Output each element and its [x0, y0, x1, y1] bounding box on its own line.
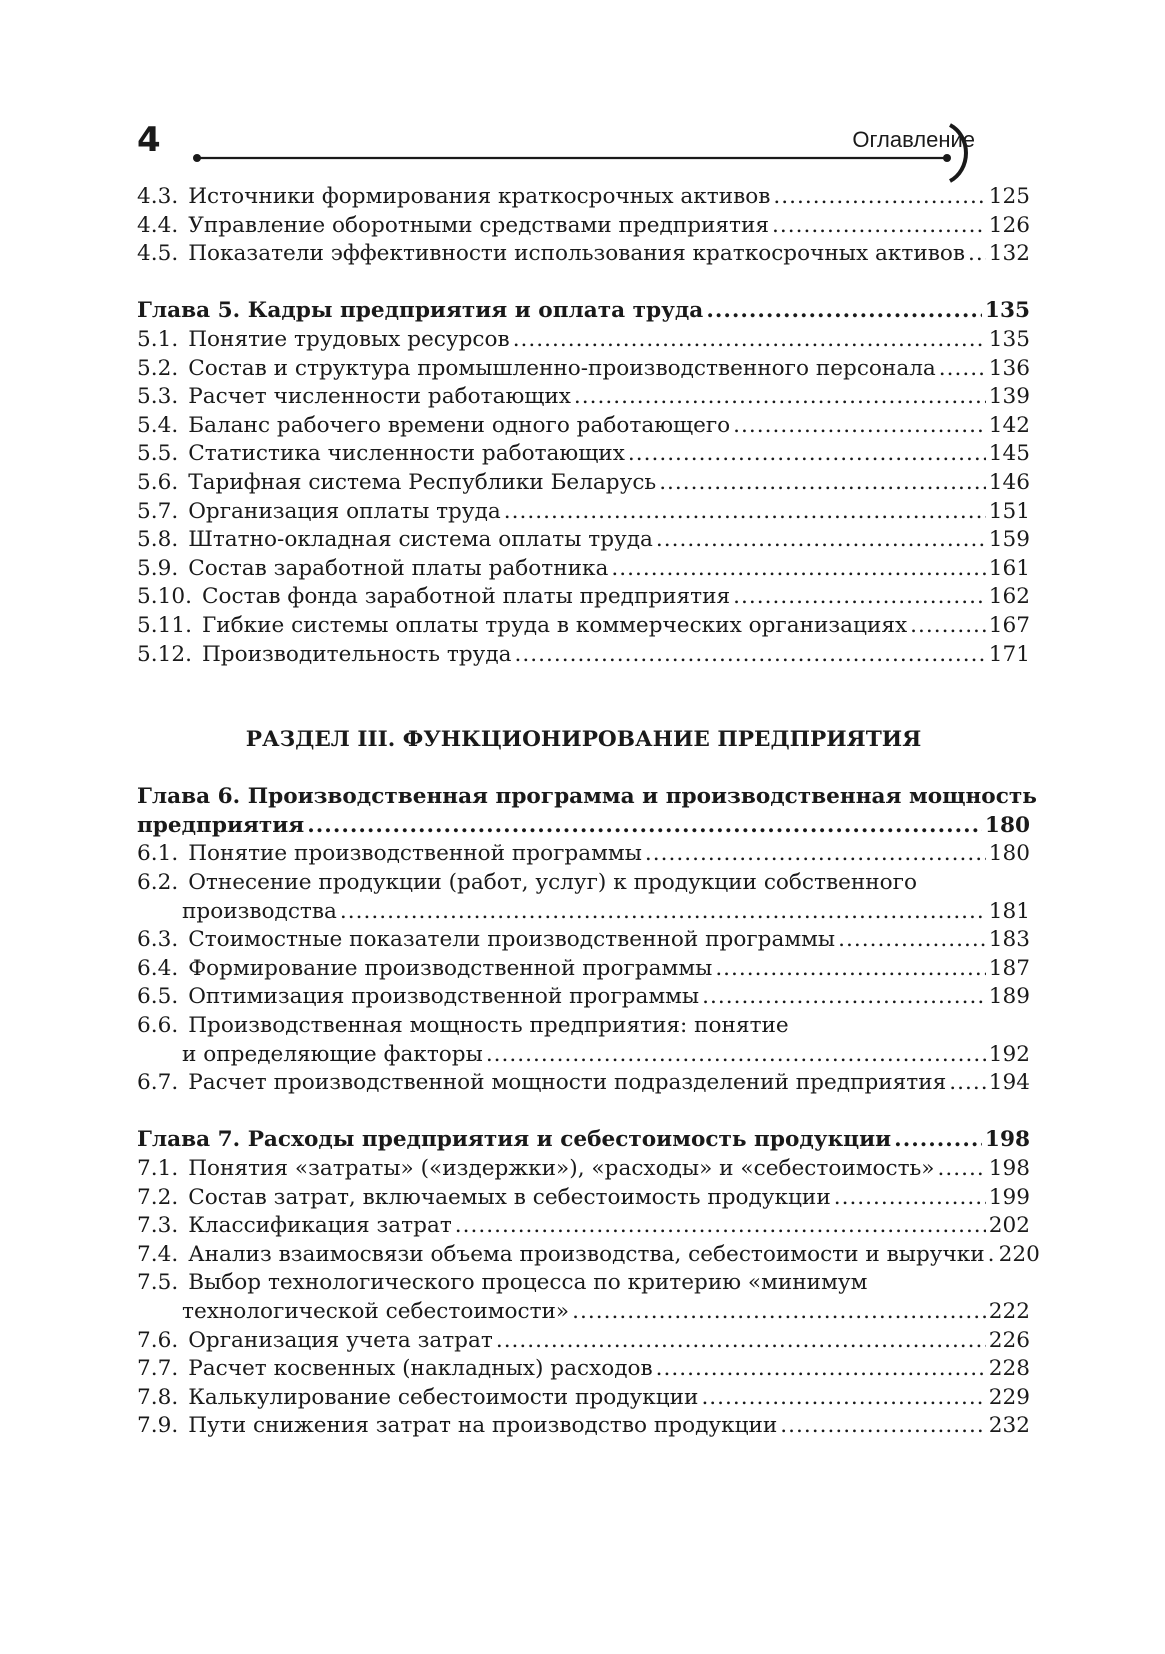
toc-entry[interactable] [137, 641, 1030, 670]
dot-leader [702, 983, 986, 1012]
entry-number: 5.9. [137, 555, 179, 581]
chapter-6-title-line[interactable]: Глава 6. Производственная программа и производственная мощность [137, 784, 1037, 810]
entry-title: Понятие трудовых ресурсов [188, 326, 510, 352]
toc-entry-continuation[interactable] [137, 1298, 1030, 1327]
entry-page: 139 [988, 384, 1030, 410]
entry-number: 7.7. [137, 1356, 179, 1382]
toc-entry[interactable] [137, 1241, 1040, 1270]
entry-title: Состав затрат, включаемых в себестоимость продукции [188, 1184, 831, 1210]
entry-title: Калькулирование себестоимости продукции [188, 1384, 699, 1410]
entry-title: Показатели эффективности использования краткосрочных активов [188, 241, 966, 267]
dot-leader [938, 1155, 986, 1184]
toc-entry[interactable] [137, 1069, 1030, 1098]
entry-number: 6.6. [137, 1013, 179, 1039]
dot-leader [988, 1241, 996, 1270]
entry-page: 135 [988, 326, 1030, 352]
table-of-contents [137, 183, 1040, 1441]
dot-leader [496, 1327, 986, 1356]
entry-page: 167 [988, 612, 1030, 638]
entry-number: 5.8. [137, 527, 179, 553]
entry-number: 5.1. [137, 326, 179, 352]
entry-title: Состав фонда заработной платы предприятия [201, 584, 731, 610]
toc-entry[interactable] [137, 926, 1030, 955]
entry-title: Баланс рабочего времени одного работающего [188, 412, 731, 438]
entry-page: 199 [988, 1184, 1030, 1210]
chapter-title: Глава 7. Расходы предприятия и себестоимость продукции [137, 1127, 892, 1153]
dot-leader [780, 1412, 986, 1441]
entry-number: 6.5. [137, 984, 179, 1010]
entry-page: 192 [988, 1041, 1030, 1067]
toc-entry[interactable] [137, 1384, 1030, 1413]
entry-number: 4.3. [137, 184, 179, 209]
entry-page: 126 [988, 212, 1030, 238]
chapter-title: Глава 5. Кадры предприятия и оплата труда [137, 298, 704, 324]
entry-title: Расчет косвенных (накладных) расходов [188, 1356, 653, 1382]
dot-leader [838, 926, 986, 955]
entry-number: 6.4. [137, 955, 179, 981]
dot-leader [574, 383, 986, 412]
entry-page: 125 [988, 184, 1030, 209]
entry-number: 5.2. [137, 355, 179, 381]
chapter-title-continuation: предприятия [137, 812, 305, 838]
chapter-page: 180 [984, 812, 1030, 838]
entry-number: 7.9. [137, 1413, 179, 1439]
toc-entry[interactable] [137, 498, 1030, 527]
entry-number: 7.4. [137, 1241, 179, 1267]
entry-title: Организация учета затрат [188, 1327, 493, 1353]
entry-title: Штатно-окладная система оплаты труда [188, 527, 653, 553]
toc-entry[interactable] [137, 383, 1030, 412]
dot-leader [773, 183, 985, 212]
dot-leader [455, 1212, 986, 1241]
toc-entry[interactable] [137, 840, 1030, 869]
entry-page: 180 [988, 841, 1030, 867]
dot-leader [706, 297, 982, 326]
dot-leader [515, 641, 986, 670]
dot-leader [939, 355, 986, 384]
entry-number: 7.3. [137, 1213, 179, 1239]
page-number: 4 [137, 120, 161, 160]
dot-leader [894, 1126, 982, 1155]
dot-leader [715, 955, 985, 984]
entry-title: Выбор технологического процесса по критерию «минимум [188, 1270, 868, 1296]
entry-page: 189 [988, 984, 1030, 1010]
entry-page: 159 [988, 527, 1030, 553]
dot-leader [645, 840, 986, 869]
entry-page: 232 [988, 1413, 1030, 1439]
toc-entry[interactable] [137, 1212, 1030, 1241]
chapter-page: 198 [984, 1127, 1030, 1153]
dot-leader [572, 1298, 986, 1327]
entry-number: 5.11. [137, 612, 192, 638]
toc-entry[interactable] [137, 1155, 1030, 1184]
entry-page: 229 [988, 1384, 1030, 1410]
entry-page: 145 [988, 441, 1030, 467]
toc-entry[interactable] [137, 412, 1030, 441]
entry-title: Управление оборотными средствами предприятия [188, 212, 769, 238]
dot-leader [834, 1184, 986, 1213]
entry-title: Источники формирования краткосрочных активов [188, 184, 771, 209]
entry-title: Состав и структура промышленно-производственного персонала [188, 355, 936, 381]
toc-entry[interactable] [137, 326, 1030, 355]
entry-page: 220 [998, 1241, 1040, 1267]
entry-page: 202 [988, 1213, 1030, 1239]
toc-entry[interactable] [137, 955, 1030, 984]
toc-entry[interactable] [137, 469, 1030, 498]
entry-page: 162 [988, 584, 1030, 610]
dot-leader [656, 526, 986, 555]
dot-leader [659, 469, 986, 498]
dot-leader [504, 498, 986, 527]
entry-title-continuation: технологической себестоимости» [182, 1298, 570, 1324]
toc-entry[interactable] [137, 183, 1030, 212]
entry-number: 7.5. [137, 1270, 179, 1296]
entry-number: 5.7. [137, 498, 179, 524]
entry-title: Гибкие системы оплаты труда в коммерческих организациях [201, 612, 908, 638]
dot-leader [701, 1384, 985, 1413]
toc-entry[interactable] [137, 555, 1030, 584]
entry-number: 7.8. [137, 1384, 179, 1410]
entry-number: 4.4. [137, 212, 179, 238]
toc-entry-continuation[interactable] [137, 1041, 1030, 1070]
entry-number: 5.10. [137, 584, 192, 610]
entry-title-continuation: производства [182, 898, 337, 924]
toc-entry[interactable] [137, 583, 1030, 612]
toc-entry[interactable] [137, 612, 1030, 641]
entry-title: Стоимостные показатели производственной программы [188, 927, 836, 953]
entry-title: Организация оплаты труда [188, 498, 501, 524]
toc-entry[interactable] [137, 240, 1030, 269]
toc-entry[interactable] [137, 440, 1030, 469]
entry-page: 183 [988, 927, 1030, 953]
entry-number: 5.6. [137, 469, 179, 495]
dot-leader [307, 812, 982, 841]
entry-page: 228 [988, 1356, 1030, 1382]
dot-leader [949, 1069, 986, 1098]
toc-entry[interactable] [137, 212, 1030, 241]
entry-page: 222 [988, 1298, 1030, 1324]
entry-number: 4.5. [137, 241, 179, 267]
entry-page: 194 [988, 1070, 1030, 1096]
dot-leader [611, 555, 985, 584]
entry-number: 7.1. [137, 1156, 179, 1181]
dot-leader [486, 1041, 986, 1070]
entry-title: Тарифная система Республики Беларусь [188, 469, 657, 495]
entry-title: Анализ взаимосвязи объема производства, себестоимости и выручки [188, 1241, 985, 1267]
entry-number: 6.7. [137, 1070, 179, 1096]
toc-entry-first-line[interactable] [137, 1012, 1030, 1041]
dot-leader [772, 212, 986, 241]
dot-leader [733, 583, 986, 612]
entry-page: 181 [988, 898, 1030, 924]
entry-number: 7.2. [137, 1184, 179, 1210]
entry-number: 5.4. [137, 412, 179, 438]
entry-title: Расчет производственной мощности подразделений предприятия [188, 1070, 947, 1096]
toc-entry-continuation[interactable] [137, 898, 1030, 927]
entry-title: Формирование производственной программы [188, 955, 713, 981]
entry-number: 7.6. [137, 1327, 179, 1353]
entry-number: 6.2. [137, 870, 179, 896]
toc-chapter-5[interactable] [137, 297, 1030, 326]
entry-title: Расчет численности работающих [188, 384, 571, 410]
toc-chapter-6[interactable] [137, 812, 1030, 841]
entry-page: 146 [988, 469, 1030, 495]
entry-number: 6.3. [137, 927, 179, 953]
toc-entry-first-line[interactable] [137, 1269, 1030, 1298]
entry-page: 226 [988, 1327, 1030, 1353]
toc-chapter-7[interactable] [137, 1126, 1030, 1155]
dot-leader [513, 326, 986, 355]
toc-entry[interactable] [137, 1184, 1030, 1213]
toc-entry[interactable] [137, 355, 1030, 384]
entry-page: 161 [988, 555, 1030, 581]
dot-leader [340, 898, 986, 927]
entry-number: 6.1. [137, 841, 179, 867]
toc-entry[interactable] [137, 1355, 1030, 1384]
entry-page: 136 [988, 355, 1030, 381]
entry-title: Понятие производственной программы [188, 841, 642, 867]
toc-entry[interactable] [137, 983, 1030, 1012]
entry-number: 5.5. [137, 441, 179, 467]
entry-title: Статистика численности работающих [188, 441, 625, 467]
entry-title: Оптимизация производственной программы [188, 984, 700, 1010]
entry-page: 132 [988, 241, 1030, 267]
entry-title: Состав заработной платы работника [188, 555, 609, 581]
entry-title: Производительность труда [201, 641, 512, 667]
entry-page: 171 [988, 641, 1030, 667]
entry-page: 151 [988, 498, 1030, 524]
entry-title: Классификация затрат [188, 1213, 452, 1239]
dot-leader [968, 240, 986, 269]
entry-page: 198 [988, 1156, 1030, 1181]
entry-number: 5.3. [137, 384, 179, 410]
entry-page: 142 [988, 412, 1030, 438]
dot-leader [910, 612, 986, 641]
entry-title: Пути снижения затрат на производство продукции [188, 1413, 778, 1439]
toc-entry[interactable] [137, 526, 1030, 555]
entry-number: 5.12. [137, 641, 192, 667]
dot-leader [656, 1355, 986, 1384]
section-heading: РАЗДЕЛ III. ФУНКЦИОНИРОВАНИЕ ПРЕДПРИЯТИЯ [245, 727, 922, 753]
chapter-page: 135 [984, 298, 1030, 324]
entry-title: Понятия «затраты» («издержки»), «расходы» и «себестоимость» [188, 1156, 935, 1181]
entry-title: Производственная мощность предприятия: понятие [188, 1013, 789, 1039]
running-header-title: Оглавление [852, 127, 975, 152]
dot-leader [733, 412, 986, 441]
header-rule-decoration [0, 0, 1165, 200]
toc-entry[interactable] [137, 1412, 1030, 1441]
entry-title: Отнесение продукции (работ, услуг) к продукции собственного [188, 870, 917, 896]
toc-entry-first-line[interactable] [137, 869, 1030, 898]
entry-page: 187 [988, 955, 1030, 981]
entry-title-continuation: и определяющие факторы [182, 1041, 483, 1067]
toc-entry[interactable] [137, 1327, 1030, 1356]
dot-leader [628, 440, 986, 469]
